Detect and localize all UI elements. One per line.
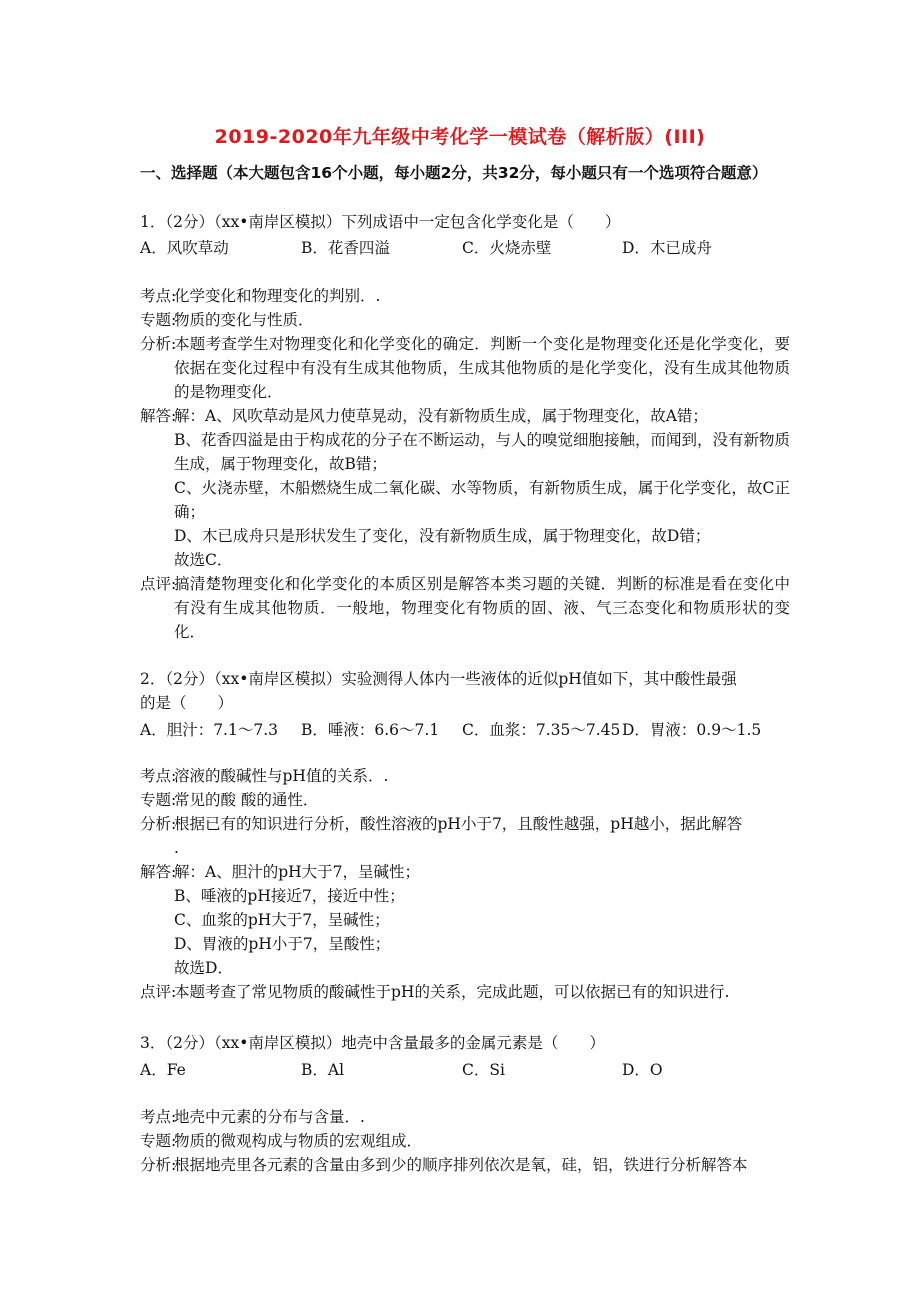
q2-jieda-b: B、唾液的pH接近7，接近中性； bbox=[174, 887, 405, 905]
label-fenxi: 分析: bbox=[140, 335, 177, 353]
q2-analysis bbox=[140, 764, 790, 1004]
q1-option-d: D．木已成舟 bbox=[622, 239, 712, 257]
label-zhuanti: 专题: bbox=[140, 791, 177, 809]
label-kaodian: 考点: bbox=[140, 767, 177, 785]
label-jieda: 解答: bbox=[140, 863, 177, 881]
label-zhuanti: 专题: bbox=[140, 311, 177, 329]
label-kaodian: 考点: bbox=[140, 287, 177, 305]
q2-fenxi-tail: . bbox=[174, 839, 179, 857]
q3-fenxi: 根据地壳里各元素的含量由多到少的顺序排列依次是氧，硅，铝，铁进行分析解答本 bbox=[174, 1156, 748, 1174]
section-heading: 一、选择题（本大题包含16个小题，每小题2分，共32分，每小题只有一个选项符合题意） bbox=[140, 164, 768, 182]
q1-option-b: B．花香四溢 bbox=[301, 239, 390, 257]
q3-zhuanti: 物质的微观构成与物质的宏观组成． bbox=[174, 1132, 423, 1150]
q3-stem: 3．（2分）（xx•南岸区模拟）地壳中含量最多的金属元素是（ ） bbox=[140, 1034, 605, 1052]
q1-jieda-c: C、火浇赤壁，木船燃烧生成二氧化碳、水等物质，有新物质生成，属于化学变化，故C正确； bbox=[174, 479, 790, 521]
q2-jieda-d: D、胃液的pH小于7，呈酸性； bbox=[174, 935, 391, 953]
label-fenxi: 分析: bbox=[140, 1156, 177, 1174]
q2-fenxi: 根据已有的知识进行分析，酸性溶液的pH小于7，且酸性越强，pH越小，据此解答 bbox=[174, 815, 743, 833]
q3-option-a: A．Fe bbox=[140, 1061, 186, 1079]
q1-analysis bbox=[140, 284, 790, 644]
document-title: 2019-2020年九年级中考化学一模试卷（解析版）(III) bbox=[214, 126, 706, 148]
label-dianping: 点评: bbox=[140, 575, 177, 593]
q1-stem: 1．（2分）（xx•南岸区模拟）下列成语中一定包含化学变化是（ ） bbox=[140, 213, 621, 231]
q2-stem-line2: 的是（ ） bbox=[140, 694, 234, 712]
q1-jieda-first: 解：A、风吹草动是风力使草晃动，没有新物质生成，属于物理变化，故A错； bbox=[174, 407, 708, 425]
q1-option-a: A．风吹草动 bbox=[140, 239, 229, 257]
q2-kaodian: 溶液的酸碱性与pH值的关系．. bbox=[174, 767, 389, 785]
q1-jieda-d: D、木已成舟只是形状发生了变化，没有新物质生成，属于物理变化，故D错； bbox=[174, 527, 711, 545]
label-zhuanti: 专题: bbox=[140, 1132, 177, 1150]
q2-jieda-answer: 故选D． bbox=[174, 959, 233, 977]
q2-option-b: B．唾液：6.6～7.1 bbox=[301, 721, 440, 739]
q2-jieda-c: C、血浆的pH大于7，呈碱性； bbox=[174, 911, 390, 929]
label-fenxi: 分析: bbox=[140, 815, 177, 833]
label-kaodian: 考点: bbox=[140, 1108, 177, 1126]
label-dianping: 点评: bbox=[140, 983, 177, 1001]
q1-fenxi: 本题考查学生对物理变化和化学变化的确定．判断一个变化是物理变化还是化学变化，要依据在变化过程中有没有生成其他物质，生成其他物质的是化学变化，没有生成其他物质的是物理变化． bbox=[174, 335, 790, 401]
q2-option-a: A．胆汁：7.1～7.3 bbox=[140, 721, 278, 739]
q2-jieda-first: 解：A、胆汁的pH大于7，呈碱性； bbox=[174, 863, 420, 881]
q2-option-d: D．胃液：0.9～1.5 bbox=[622, 721, 762, 739]
q2-zhuanti: 常见的酸 酸的通性． bbox=[174, 791, 319, 809]
q3-analysis bbox=[140, 1105, 790, 1177]
q2-stem-line1: 2．（2分）（xx•南岸区模拟）实验测得人体内一些液体的近似pH值如下，其中酸性最强 bbox=[140, 670, 737, 688]
q3-option-d: D．O bbox=[622, 1061, 663, 1079]
q3-kaodian: 地壳中元素的分布与含量．. bbox=[174, 1108, 365, 1126]
q1-zhuanti: 物质的变化与性质． bbox=[174, 311, 314, 329]
q1-jieda-b: B、花香四溢是由于构成花的分子在不断运动，与人的嗅觉细胞接触，而闻到，没有新物质生成，属于物理变化，故B错； bbox=[174, 431, 790, 473]
q2-option-c: C．血浆：7.35～7.45 bbox=[462, 721, 621, 739]
q3-option-c: C．Si bbox=[462, 1061, 505, 1079]
q2-dianping: 本题考查了常见物质的酸碱性于pH的关系，完成此题，可以依据已有的知识进行. bbox=[174, 983, 730, 1001]
q1-option-c: C．火烧赤壁 bbox=[462, 239, 552, 257]
q1-kaodian: 化学变化和物理变化的判别．. bbox=[174, 287, 381, 305]
q3-option-b: B．Al bbox=[301, 1061, 345, 1079]
label-jieda: 解答: bbox=[140, 407, 177, 425]
q1-jieda-answer: 故选C． bbox=[174, 551, 233, 569]
q1-dianping: 搞清楚物理变化和化学变化的本质区别是解答本类习题的关键．判断的标准是看在变化中有没有生成其他物质．一般地，物理变化有物质的固、液、气三态变化和物质形状的变化． bbox=[174, 575, 790, 641]
